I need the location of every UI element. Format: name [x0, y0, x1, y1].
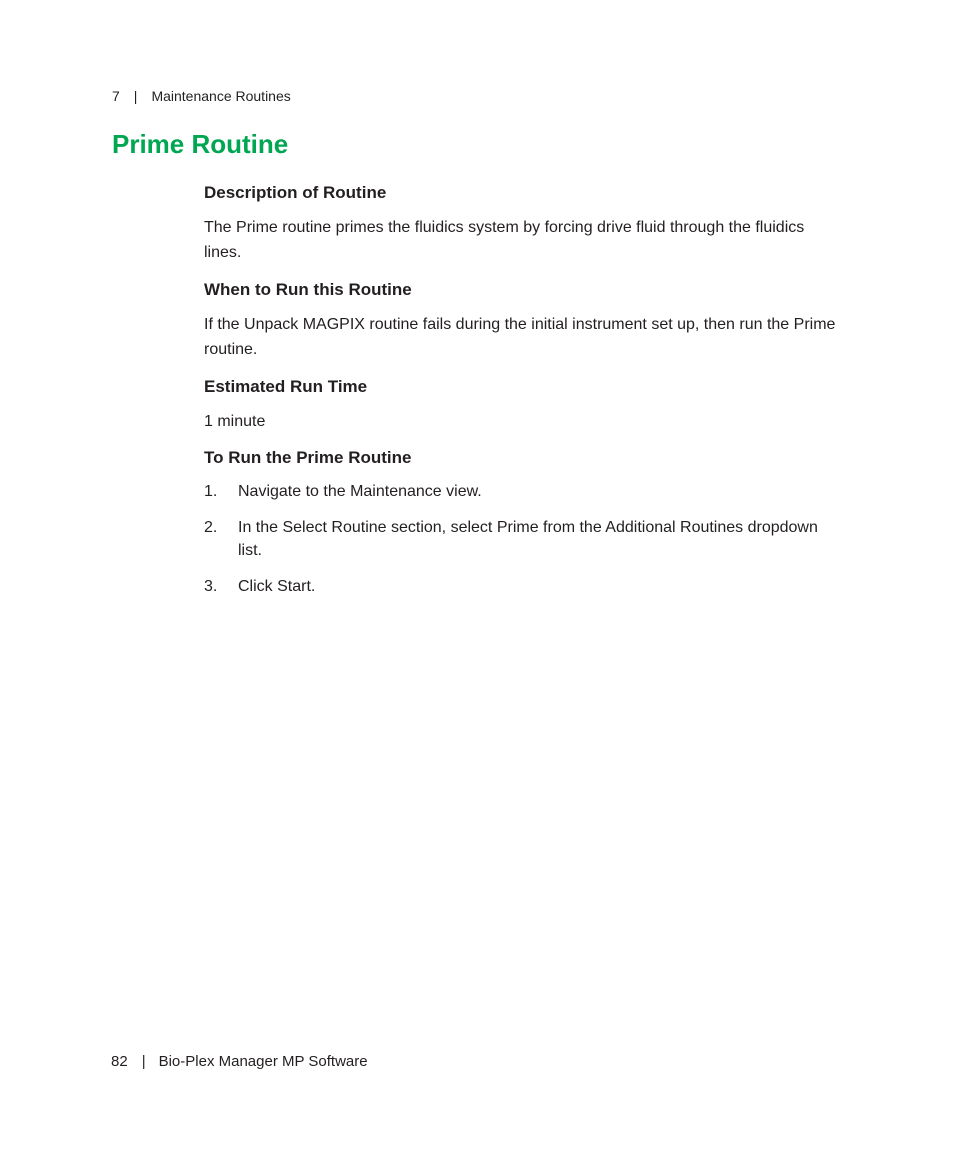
- chapter-number: 7: [112, 88, 120, 104]
- page-title: Prime Routine: [112, 129, 289, 159]
- step-number: 2.: [204, 519, 218, 536]
- section-heading-description: Description of Routine: [204, 183, 387, 202]
- chapter-title: Maintenance Routines: [151, 88, 291, 104]
- step-number: 3.: [204, 578, 218, 595]
- procedure-step: [204, 516, 844, 562]
- page-number: 82: [111, 1053, 128, 1070]
- section-body-description: The Prime routine primes the fluidics system by forcing drive fluid through the fluidics lines.: [204, 219, 805, 261]
- procedure-steps: [204, 480, 844, 598]
- header-separator: |: [133, 88, 138, 104]
- section-body-when-to-run: If the Unpack MAGPIX routine fails during the initial instrument set up, then run the Prime routine.: [204, 316, 836, 358]
- section-heading-procedure: To Run the Prime Routine: [204, 448, 412, 467]
- content-body: [204, 181, 844, 611]
- procedure-step: [204, 575, 844, 598]
- footer-separator: |: [141, 1053, 146, 1070]
- running-header: [112, 87, 291, 105]
- section-heading-run-time: Estimated Run Time: [204, 377, 368, 396]
- section-body-run-time: 1 minute: [204, 413, 266, 430]
- step-text: Navigate to the Maintenance view.: [238, 483, 482, 500]
- document-title: Bio-Plex Manager MP Software: [158, 1053, 368, 1070]
- procedure-step: [204, 480, 844, 503]
- section-heading-when-to-run: When to Run this Routine: [204, 280, 412, 299]
- step-number: 1.: [204, 483, 218, 500]
- running-footer: [111, 1052, 368, 1071]
- step-text: Click Start.: [238, 578, 316, 595]
- step-text: In the Select Routine section, select Prime from the Additional Routines dropdown list.: [238, 519, 818, 559]
